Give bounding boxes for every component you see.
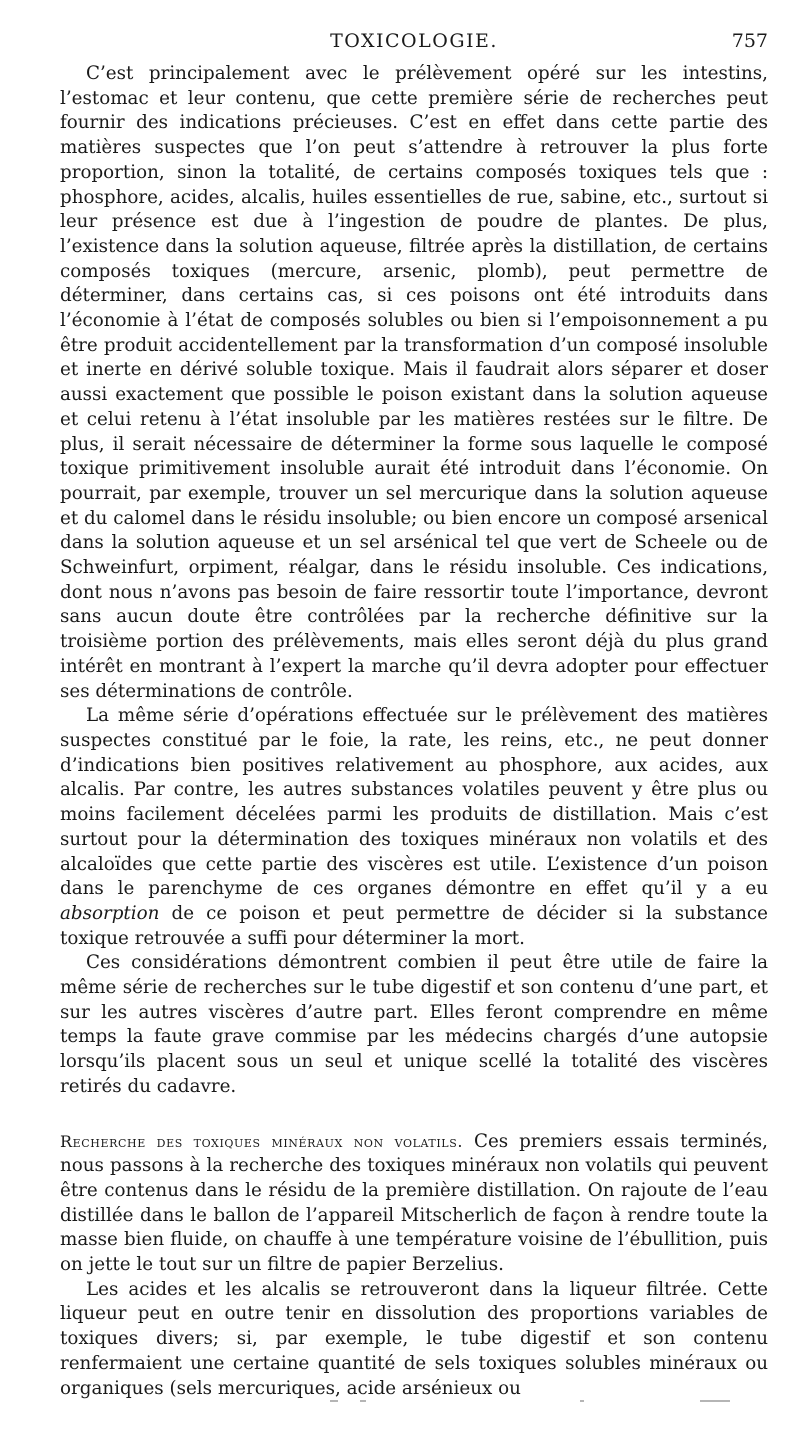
paragraph-4-text: Ces premiers essais terminés, nous passons à la recherche des toxiques minéraux non volatils qui peuvent être contenus dans le résidu de la première distillation. On rajoute de l’eau distillée dans le ballon de l’appareil Mitscherlich de façon à rendre toute la masse bien fluide, on chauffe à une température voisine de l’ébullition, puis on jette le tout sur un filtre de papier Berzelius. — [60, 1130, 768, 1276]
body-text — [60, 62, 768, 1401]
paragraph-3: Ces considérations démontrent combien il peut être utile de faire la même série de recherches sur le tube digestif et son contenu d’une part, et sur les autres viscères d’autre part. Elles feront comprendre en même temps la faute grave commise par les médecins chargés d’une autopsie lorsqu’ils placent sous un seul et unique scellé la totalité des viscères retirés du cadavre. — [60, 952, 768, 1097]
scan-mark — [330, 1400, 338, 1402]
paragraph-2 — [60, 704, 768, 951]
page-header — [60, 22, 768, 62]
paragraph-2-text-a: La même série d’opérations effectuée sur le prélèvement des matières suspectes constitué par le foie, la rate, les reins, etc., ne peut donner d’indications bien positives relativement au phosphore, aux acides, aux alcalis. Par contre, les autres substances volatiles peuvent y être plus ou moins facilement décelées parmi les produits de distillation. Mais c’est surtout pour la détermination des toxiques minéraux non volatils et des alcaloïdes que cette partie des viscères est utile. L’existence d’un poison dans le parenchyme de ces organes démontre en effet qu’il y a eu — [60, 705, 768, 900]
page — [60, 22, 768, 1401]
page-number: 757 — [731, 30, 768, 52]
paragraph-4 — [60, 1130, 768, 1278]
scan-mark — [580, 1400, 584, 1402]
footer-scan-marks — [60, 1400, 760, 1410]
paragraph-1: C’est principalement avec le prélèvement opéré sur les intestins, l’estomac et leur contenu, que cette première série de recherches peut fournir des indications précieuses. C’est en effet dans cette partie des matières suspectes que l’on peut s’attendre à retrouver la plus forte proportion, sinon la totalité, de certains composés toxiques tels que : phosphore, acides, alcalis, huiles essentielles de rue, sabine, etc., surtout si leur présence est due à l’ingestion de poudre de plantes. De plus, l’existence dans la solution aqueuse, filtrée après la distillation, de certains composés toxiques (mercure, arsenic, plomb), peut permettre de déterminer, dans certains cas, si ces poisons ont été introduits dans l’économie à l’état de composés solubles ou bien si l’empoisonnement a pu être produit accidentellement par la transformation d’un composé insoluble et inerte en dérivé soluble toxique. Mais il faudrait alors séparer et doser aussi exactement que possible le poison existant dans la solution aqueuse et celui retenu à l’état insoluble par les matières restées sur le filtre. De plus, il serait nécessaire de déterminer la forme sous laquelle le composé toxique primitivement insoluble aurait été introduit dans l’économie. On pourrait, par exemple, trouver un sel mercurique dans la solution aqueuse et du calomel dans le résidu insoluble; ou bien encore un composé arsenical dans la solution aqueuse et un sel arsénical tel que vert de Scheele ou de Schweinfurt, orpiment, réalgar, dans le résidu insoluble. Ces indications, dont nous n’avons pas besoin de faire ressortir toute l’importance, devront sans aucun doute être contrôlées par la recherche définitive sur la troisième portion des prélèvements, mais elles seront déjà du plus grand intérêt en montrant à l’expert la marche qu’il devra adopter pour effectuer ses déterminations de contrôle. — [60, 63, 769, 702]
running-title: TOXICOLOGIE. — [330, 30, 498, 52]
paragraph-2-text-b: de ce poison et peut permettre de décider si la substance toxique retrouvée a suffi pour déterminer la mort. — [60, 902, 768, 949]
section-heading: Recherche des toxiques minéraux non volatils. — [60, 1131, 464, 1151]
paragraph-5: Les acides et les alcalis se retrouveront dans la liqueur filtrée. Cette liqueur peut en outre tenir en dissolution des proportions variables de toxiques divers; si, par exemple, le tube digestif et son contenu renfermaient une certaine quantité de sels toxiques solubles minéraux ou organiques (sels mercuriques, acide arsénieux ou — [60, 1278, 768, 1399]
scan-mark — [360, 1400, 366, 1402]
scan-mark — [700, 1400, 730, 1402]
section-gap — [60, 1100, 768, 1130]
emphasis-absorption: absorption — [60, 902, 160, 924]
